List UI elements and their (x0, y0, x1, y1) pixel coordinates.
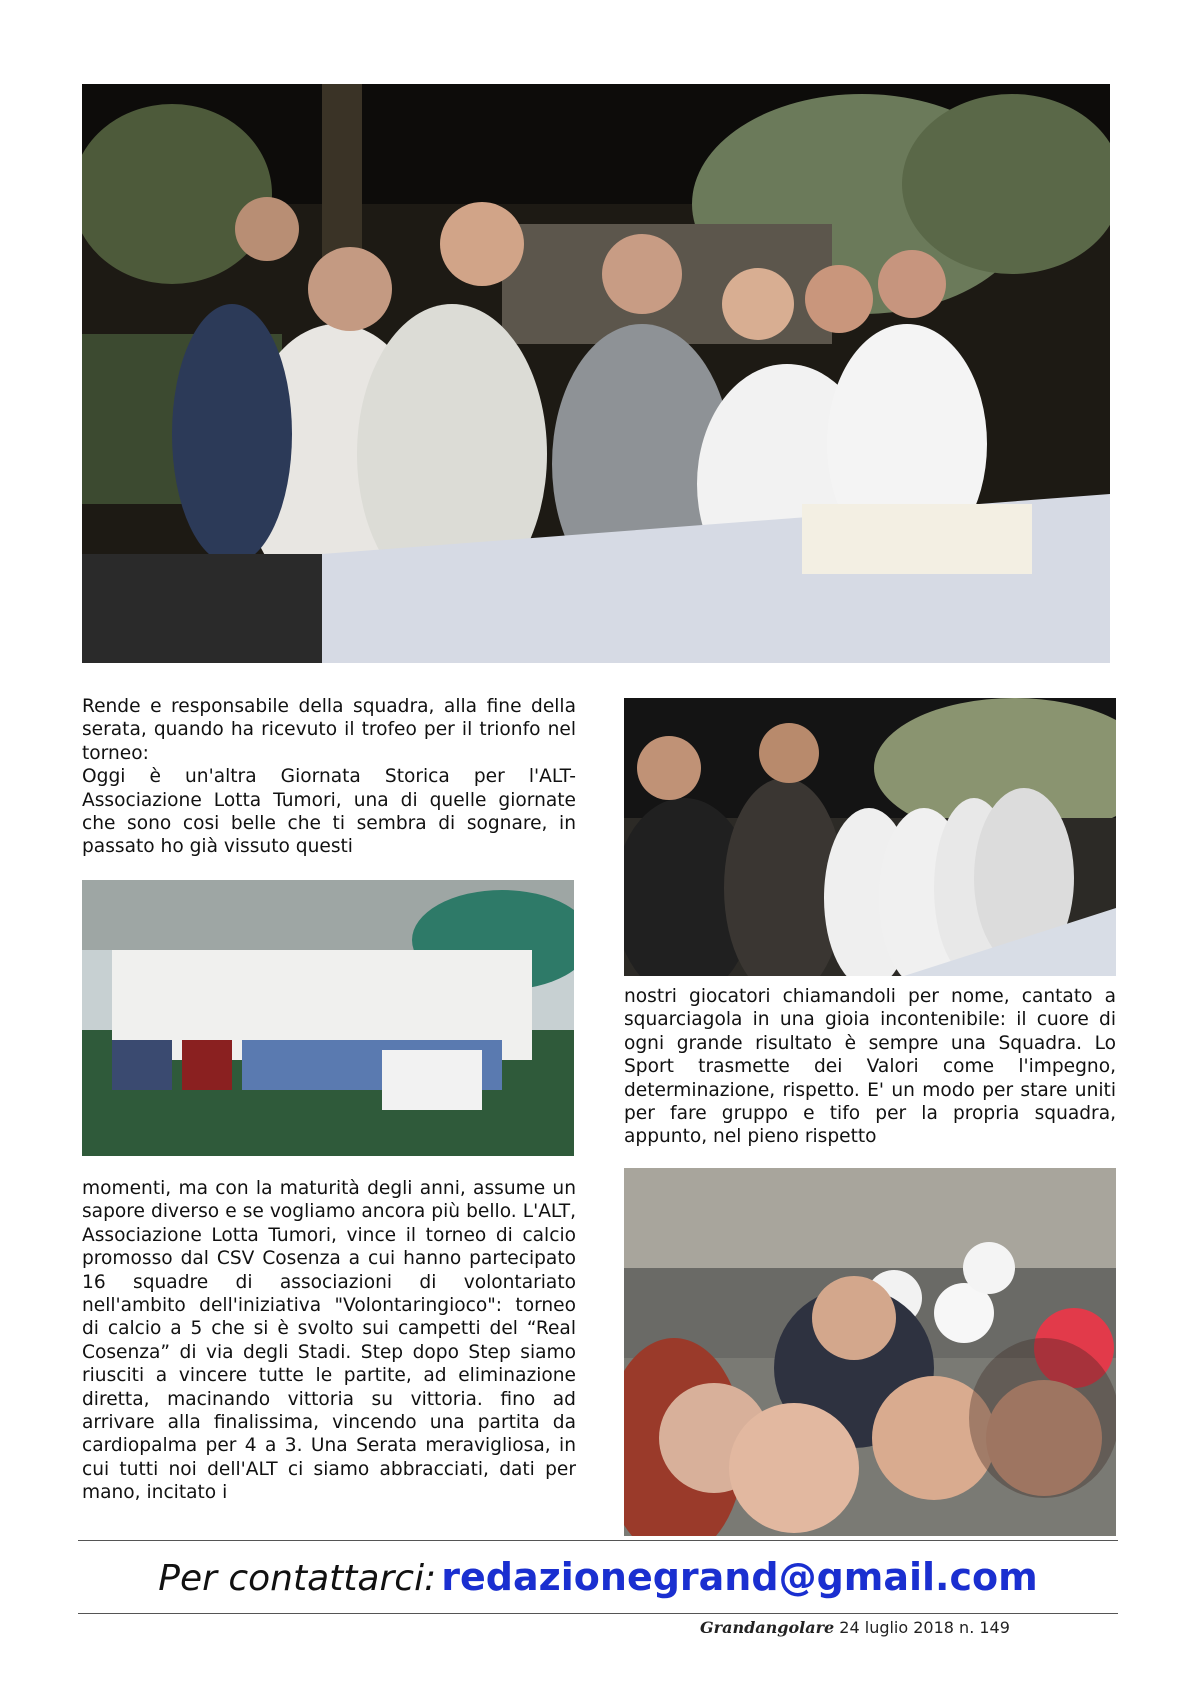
selfie-photo (624, 1168, 1116, 1536)
article-paragraph-4 (624, 985, 1116, 1149)
article-text-1: Rende e responsabile della squadra, alla fine della serata, quando ha ricevuto il trofeo per il trionfo nel torneo: (82, 696, 576, 764)
issue-date: 24 luglio 2018 n. 149 (839, 1618, 1010, 1637)
trophy-ceremony-photo (82, 84, 1110, 663)
contact-bar (78, 1540, 1118, 1614)
celebration-photo (624, 698, 1116, 976)
contact-label: Per contattarci: (158, 1558, 437, 1599)
article-text-3: momenti, ma con la maturità degli anni, assume un sapore diverso e se vogliamo ancora più bello. L'ALT, Associazione Lotta Tumori, vince il torneo di calcio promosso dal CSV Cosenza a cui hanno partecipato 16 squadre di associazioni di volontariato nell'ambito dell'iniziativa "Volontaringioco": torneo di calcio a 5 che si è svolto sui campetti del “Real Cosenza” di via degli Stadi. Step dopo Step siamo riusciti a vincere tutte le partite, ad eliminazione diretta, macinando vittoria su vittoria. fino ad arrivare alla finalissima, vincendo una partita da cardiopalma per 4 a 3. Una Serata meravigliosa, in cui tutti noi dell'ALT ci siamo abbracciati, dati per mano, incitato i (82, 1178, 576, 1504)
contact-email-link[interactable]: redazionegrand@gmail.com (441, 1555, 1038, 1599)
article-text-2: Oggi è un'altra Giornata Storica per l'ALT-Associazione Lotta Tumori, una di quelle giornate che sono cosi belle che ti sembra di sognare, in passato ho già vissuto questi (82, 766, 576, 858)
publication-name: Grandangolare (700, 1618, 835, 1637)
article-paragraph-1 (82, 695, 576, 859)
article-text-4: nostri giocatori chiamandoli per nome, cantato a squarciagola in una gioia incontenibile: il cuore di ogni grande risultato è sempre una Squadra. Lo Sport trasmette dei Valori come l'impegno, determinazione, rispetto. E' un modo per stare uniti per fare gruppo e tifo per la propria squadra, appunto, nel pieno rispetto (624, 986, 1116, 1148)
article-paragraph-3 (82, 1177, 576, 1505)
page-footer (700, 1618, 1100, 1637)
team-group-photo (82, 880, 574, 1156)
